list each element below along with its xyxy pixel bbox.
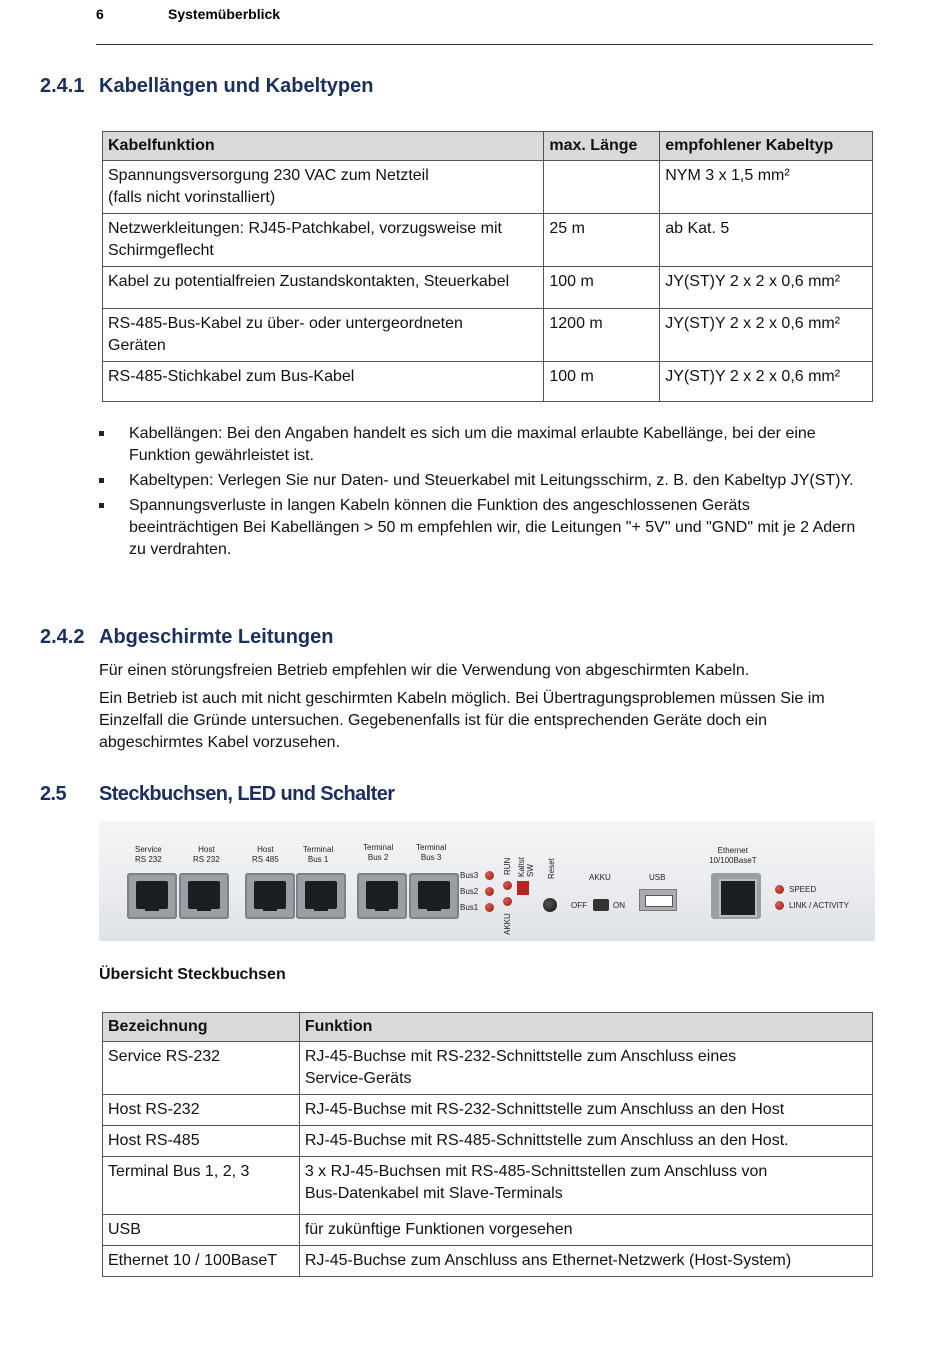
label-terminal-bus2: Terminal Bus 2	[363, 843, 394, 862]
table-row	[103, 1095, 873, 1126]
cable-type-cell: NYM 3 x 1,5 mm²	[660, 161, 873, 214]
bullet-square-icon	[99, 431, 104, 436]
bullet-square-icon	[99, 478, 104, 483]
section-title: Steckbuchsen, LED und Schalter	[99, 783, 395, 805]
table-row	[103, 1157, 873, 1215]
table-row	[103, 161, 873, 214]
table-row	[103, 1126, 873, 1157]
section-heading-242	[40, 626, 333, 649]
label-ethernet: Ethernet 10/100BaseT	[709, 846, 757, 865]
section-title: Kabellängen und Kabeltypen	[99, 75, 374, 97]
socket-function-cell: RJ-45-Buchse mit RS-232-Schnittstelle zum Anschluss an den Host	[299, 1095, 872, 1126]
dip-switch-icon	[517, 881, 529, 895]
column-header: Kabelfunktion	[103, 132, 544, 161]
label-speed: SPEED	[789, 885, 817, 894]
rj45-bus1-icon	[296, 873, 346, 919]
usb-port-icon	[639, 889, 677, 911]
table-row	[103, 362, 873, 402]
cable-type-cell: ab Kat. 5	[660, 214, 873, 267]
socket-name-cell: Host RS-485	[103, 1126, 300, 1157]
table-header-row	[103, 1013, 873, 1042]
device-panel-photo	[99, 821, 875, 941]
label-link-activity: LINK / ACTIVITY	[789, 901, 850, 910]
cable-function-cell: RS-485-Stichkabel zum Bus-Kabel	[103, 362, 544, 402]
list-item: Kabeltypen: Verlegen Sie nur Daten- und Steuerkabel mit Leitungsschirm, z. B. den Kabeltyp JY(ST)Y.	[99, 470, 859, 492]
note-list	[99, 423, 859, 564]
socket-name-cell: Ethernet 10 / 100BaseT	[103, 1246, 300, 1277]
socket-function-cell: für zukünftige Funktionen vorgesehen	[299, 1215, 872, 1246]
led-bus1-icon	[485, 903, 494, 912]
label-bus2: Bus2	[460, 887, 479, 896]
column-header: Bezeichnung	[103, 1013, 300, 1042]
socket-name-cell: Terminal Bus 1, 2, 3	[103, 1157, 300, 1215]
list-item: Kabellängen: Bei den Angaben handelt es sich um die maximal erlaubte Kabellänge, bei der eine Funktion gewährleistet ist.	[99, 423, 859, 467]
header-divider	[96, 44, 873, 45]
label-akku-vertical: AKKU	[503, 913, 512, 935]
led-speed-icon	[775, 885, 784, 894]
table-row	[103, 267, 873, 309]
list-item: Spannungsverluste in langen Kabeln können die Funktion des angeschlossenen Geräts beeinträchtigen Bei Kabellängen > 50 m empfehlen wir, die Leitungen "+ 5V" und "GND" mit je 2 Adern zu verdrahten.	[99, 495, 859, 561]
led-link-icon	[775, 901, 784, 910]
rj45-ethernet-icon	[711, 873, 761, 919]
section-number: 2.5	[40, 783, 67, 805]
max-length-cell: 25 m	[544, 214, 660, 267]
rj45-bus2-icon	[357, 873, 407, 919]
section-number: 2.4.2	[40, 626, 85, 648]
table-row	[103, 1215, 873, 1246]
cable-function-cell: Spannungsversorgung 230 VAC zum Netzteil (falls nicht vorinstalliert)	[103, 161, 544, 214]
bullet-square-icon	[99, 503, 104, 508]
table-row	[103, 1042, 873, 1095]
socket-name-cell: USB	[103, 1215, 300, 1246]
section-heading-25	[40, 783, 394, 806]
section-number: 2.4.1	[40, 75, 85, 97]
cable-table	[102, 131, 873, 402]
label-usb: USB	[649, 873, 666, 882]
cable-type-cell: JY(ST)Y 2 x 2 x 0,6 mm²	[660, 309, 873, 362]
max-length-cell: 1200 m	[544, 309, 660, 362]
led-akku-icon	[503, 897, 512, 906]
paragraph: Ein Betrieb ist auch mit nicht geschirmten Kabeln möglich. Bei Übertragungsproblemen müssen Sie im Einzelfall die Gründe untersuchen. Gegebenenfalls ist für die entsprechenden Geräte doch ein abgeschirmtes Kabel vorzusehen.	[99, 690, 825, 751]
label-bus3: Bus3	[460, 871, 479, 880]
socket-name-cell: Service RS-232	[103, 1042, 300, 1095]
rj45-service-icon	[127, 873, 177, 919]
section-heading-241	[40, 75, 373, 98]
max-length-cell: 100 m	[544, 267, 660, 309]
rj45-host232-icon	[179, 873, 229, 919]
socket-function-cell: RJ-45-Buchse mit RS-485-Schnittstelle zum Anschluss an den Host.	[299, 1126, 872, 1157]
column-header: empfohlener Kabeltyp	[660, 132, 873, 161]
label-kaltst: Kaltst	[517, 856, 526, 877]
cable-function-cell: Netzwerkleitungen: RJ45-Patchkabel, vorzugsweise mit Schirmgeflecht	[103, 214, 544, 267]
socket-name-cell: Host RS-232	[103, 1095, 300, 1126]
label-off: OFF	[571, 901, 587, 910]
label-akku: AKKU	[589, 873, 611, 882]
table-header-row	[103, 132, 873, 161]
label-host-rs485: Host RS 485	[252, 845, 279, 864]
label-service-rs232: Service RS 232	[135, 845, 162, 864]
socket-table	[102, 1012, 873, 1277]
socket-function-cell: 3 x RJ-45-Buchsen mit RS-485-Schnittstellen zum Anschluss von Bus-Datenkabel mit Slave-Terminals	[299, 1157, 872, 1215]
label-on: ON	[613, 901, 625, 910]
page-number: 6	[96, 6, 104, 22]
led-bus2-icon	[485, 887, 494, 896]
label-host-rs232: Host RS 232	[193, 845, 220, 864]
rj45-bus3-icon	[409, 873, 459, 919]
cable-function-cell: RS-485-Bus-Kabel zu über- oder untergeordneten Geräten	[103, 309, 544, 362]
label-reset: Reset	[547, 858, 556, 879]
label-terminal-bus1: Terminal Bus 1	[303, 845, 334, 864]
paragraph: Für einen störungsfreien Betrieb empfehlen wir die Verwendung von abgeschirmten Kabeln.	[99, 662, 750, 679]
socket-function-cell: RJ-45-Buchse mit RS-232-Schnittstelle zum Anschluss eines Service-Geräts	[299, 1042, 872, 1095]
label-bus1: Bus1	[460, 903, 479, 912]
cable-type-cell: JY(ST)Y 2 x 2 x 0,6 mm²	[660, 267, 873, 309]
subheading: Übersicht Steckbuchsen	[99, 966, 286, 983]
table-row	[103, 1246, 873, 1277]
rj45-host485-icon	[245, 873, 295, 919]
column-header: Funktion	[299, 1013, 872, 1042]
cable-function-cell: Kabel zu potentialfreien Zustandskontakten, Steuerkabel	[103, 267, 544, 309]
label-run: RUN	[503, 857, 512, 875]
page-header-title: Systemüberblick	[168, 6, 281, 22]
led-run-icon	[503, 881, 512, 890]
reset-button-icon	[543, 898, 557, 912]
max-length-cell	[544, 161, 660, 214]
max-length-cell: 100 m	[544, 362, 660, 402]
table-row	[103, 309, 873, 362]
label-sw: SW	[526, 864, 535, 877]
column-header: max. Länge	[544, 132, 660, 161]
table-row	[103, 214, 873, 267]
section-title: Abgeschirmte Leitungen	[99, 626, 334, 648]
socket-function-cell: RJ-45-Buchse zum Anschluss ans Ethernet-Netzwerk (Host-System)	[299, 1246, 872, 1277]
cable-type-cell: JY(ST)Y 2 x 2 x 0,6 mm²	[660, 362, 873, 402]
led-bus3-icon	[485, 871, 494, 880]
label-terminal-bus3: Terminal Bus 3	[416, 843, 447, 862]
akku-switch-icon	[593, 899, 609, 911]
